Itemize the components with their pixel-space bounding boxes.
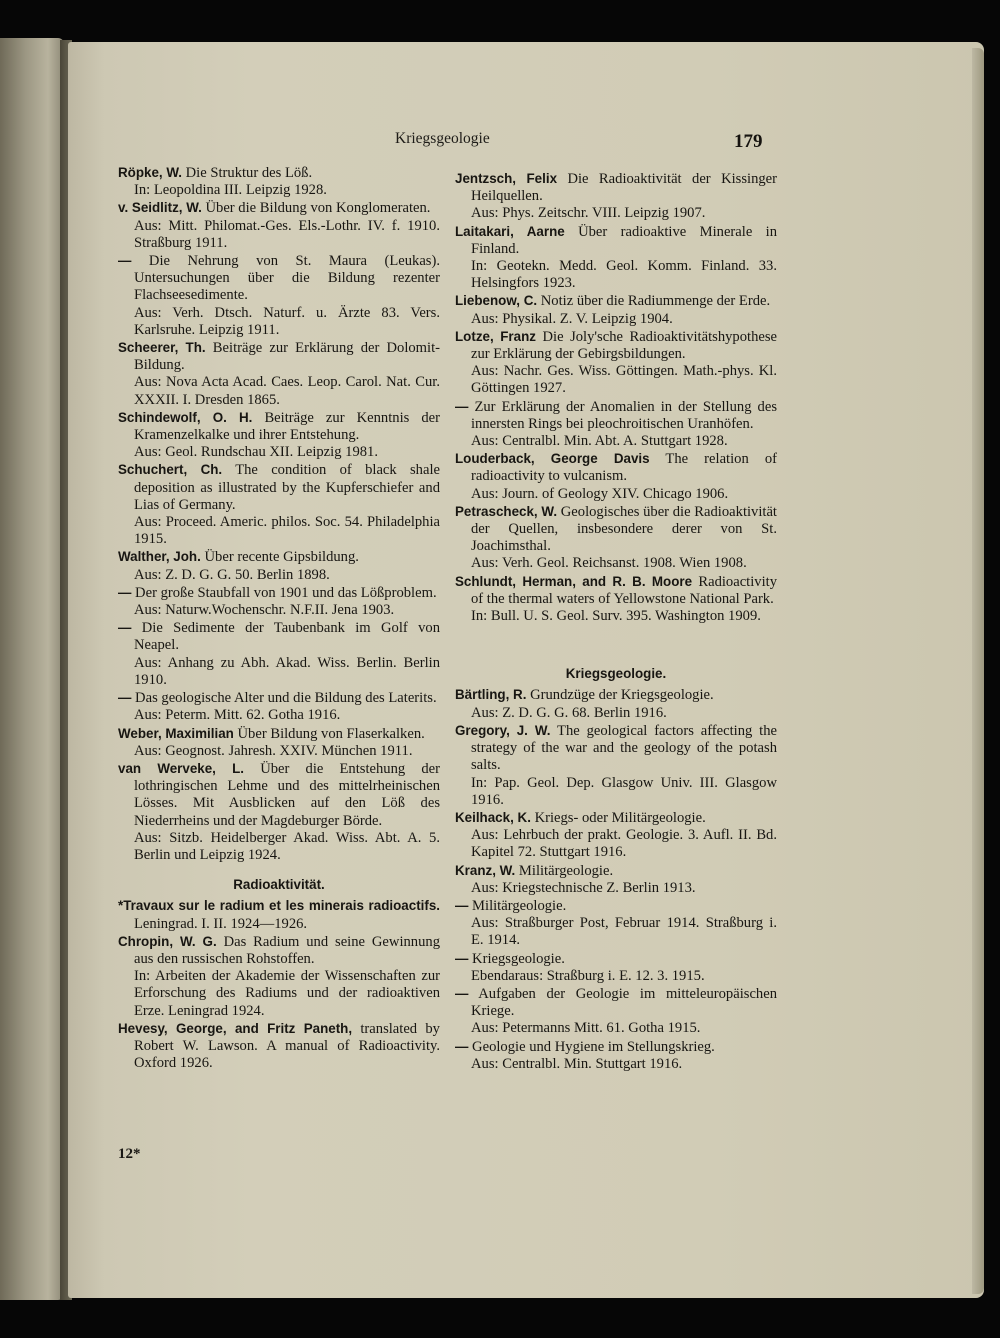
- entry-title: Die Struktur des Löß.: [185, 165, 313, 181]
- entry-publication: Aus: Nachr. Ges. Wiss. Göttingen. Math.-phys. Kl. Göttingen 1927.: [471, 363, 777, 397]
- entry-title: Die Radioaktivität der Kissinger Heilquellen.: [471, 171, 778, 205]
- entry-publication: In: Geotekn. Medd. Geol. Komm. Finland. 33. Helsingfors 1923.: [471, 258, 777, 292]
- entry-author: Scheerer, Th.: [118, 340, 206, 356]
- entry-citation: [455, 686, 777, 704]
- entry-publication: Aus: Petermanns Mitt. 61. Gotha 1915.: [471, 1020, 701, 1037]
- bibliography-entry: [118, 897, 440, 932]
- bibliography-entry: [118, 725, 440, 760]
- entry-author: Jentzsch, Felix: [455, 171, 558, 186]
- entry-author: —: [455, 398, 469, 414]
- bibliography-entry: [455, 722, 777, 809]
- entry-author: Kranz, W.: [455, 862, 516, 878]
- entry-title: Geologie und Hygiene im Stellungskrieg.: [472, 1038, 715, 1055]
- bibliography-entry: [118, 548, 440, 583]
- bibliography-entry: [118, 619, 440, 689]
- entry-author: Weber, Maximilian: [118, 725, 234, 741]
- entry-title: Über recente Gipsbildung.: [204, 549, 359, 566]
- bibliography-entry: [118, 339, 440, 409]
- entry-citation: [118, 933, 440, 968]
- entry-publication: Aus: Nova Acta Acad. Caes. Leop. Carol. Nat. Cur. XXXII. I. Dresden 1865.: [134, 374, 440, 408]
- entry-title: Die Sedimente der Taubenbank im Golf von Neapel.: [134, 620, 440, 654]
- entry-citation: [455, 897, 777, 915]
- entry-author: Röpke, W.: [118, 165, 182, 180]
- bibliography-entry: [455, 328, 777, 398]
- entry-publication: Aus: Physikal. Z. V. Leipzig 1904.: [471, 310, 673, 327]
- bibliography-entry: [455, 686, 777, 721]
- bibliography-entry: [455, 1038, 777, 1073]
- entry-title: Zur Erklärung der Anomalien in der Stellung des innersten Rings bei pleochroitischen Uranhöfen.: [471, 398, 777, 432]
- bibliography-entry: [455, 985, 777, 1038]
- entry-title: Aufgaben der Geologie im mitteleuropäischen Kriege.: [471, 985, 777, 1020]
- entry-title: Über radioaktive Minerale in Finland.: [471, 223, 778, 257]
- entry-author: Schlundt, Herman, and R. B. Moore: [455, 573, 693, 589]
- bibliography-entry: [118, 252, 440, 339]
- entry-citation: [455, 985, 777, 1020]
- entry-publication: Aus: Kriegstechnische Z. Berlin 1913.: [471, 879, 696, 896]
- entry-citation: [455, 398, 777, 433]
- entry-title: Das geologische Alter und die Bildung des Laterits.: [135, 690, 437, 707]
- bibliography-entry: [455, 398, 777, 451]
- entry-title: Leningrad. I. II. 1924—1926.: [134, 915, 308, 932]
- entry-title: Beiträge zur Kenntnis der Kramenzelkalke und ihrer Entstehung.: [134, 409, 440, 444]
- entry-publication: Aus: Phys. Zeitschr. VIII. Leipzig 1907.: [471, 205, 706, 222]
- entry-author: van Werveke, L.: [118, 760, 245, 776]
- entry-citation: [118, 619, 440, 654]
- entry-author: Gregory, J. W.: [455, 722, 551, 738]
- entry-citation: [455, 722, 777, 775]
- entry-citation: [118, 339, 440, 374]
- entry-citation: [118, 199, 440, 217]
- entry-citation: [118, 548, 440, 566]
- entry-author: —: [455, 950, 469, 966]
- entry-author: —: [118, 690, 132, 706]
- entry-citation: [455, 503, 777, 556]
- entry-citation: [455, 292, 777, 310]
- entry-publication: Aus: Centralbl. Min. Abt. A. Stuttgart 1928.: [471, 433, 728, 450]
- bibliography-entry: [118, 199, 440, 252]
- entry-title: Die Nehrung von St. Maura (Leukas). Untersuchungen über die Bildung rezenter Flachseesedimente.: [134, 253, 440, 304]
- entry-citation: [455, 170, 777, 205]
- entry-publication: In: Arbeiten der Akademie der Wissenschaften zur Erforschung des Radiums und der radioaktiven Erze. Leningrad 1924.: [134, 968, 440, 1019]
- entry-title: Notiz über die Radiummenge der Erde.: [540, 293, 771, 310]
- entry-publication: In: Bull. U. S. Geol. Surv. 395. Washington 1909.: [471, 608, 761, 625]
- entry-citation: [455, 450, 777, 485]
- left-page-edge: [0, 38, 64, 1300]
- entry-author: —: [455, 897, 469, 913]
- entry-citation: [118, 409, 440, 444]
- entry-publication: Aus: Centralbl. Min. Stuttgart 1916.: [471, 1055, 683, 1072]
- entry-author: Hevesy, George, and Fritz Paneth,: [118, 1020, 353, 1036]
- entry-author: *Travaux sur le radium et les minerais radioactifs.: [118, 898, 440, 914]
- bibliography-entry: [455, 292, 777, 327]
- bibliography-entry: [118, 933, 440, 1020]
- bibliography-entry: [455, 223, 777, 293]
- entry-publication: Aus: Sitzb. Heidelberger Akad. Wiss. Abt. A. 5. Berlin und Leipzig 1924.: [134, 829, 440, 863]
- entry-citation: [455, 223, 777, 258]
- entry-publication: Aus: Anhang zu Abh. Akad. Wiss. Berlin. Berlin 1910.: [134, 654, 440, 688]
- entry-citation: [118, 689, 440, 707]
- entry-author: Liebenow, C.: [455, 293, 538, 309]
- entry-title: Über die Entstehung der lothringischen Lehme und des mittelrheinischen Lösses. Mit Ausblicken auf den Löß des Niederrheins und der Magdeburger Börde.: [134, 760, 440, 829]
- entry-publication: Aus: Naturw.Wochenschr. N.F.II. Jena 1903.: [134, 602, 395, 619]
- entry-publication: Aus: Z. D. G. G. 68. Berlin 1916.: [471, 704, 667, 721]
- entry-author: Petrascheck, W.: [455, 503, 558, 519]
- bibliography-entry: [455, 573, 777, 626]
- entry-author: Louderback, George Davis: [455, 451, 650, 467]
- entry-citation: [455, 950, 777, 968]
- entry-citation: [118, 252, 440, 305]
- entry-title: translated by Robert W. Lawson. A manual of Radioactivity. Oxford 1926.: [134, 1020, 440, 1072]
- entry-title: The geological factors affecting the strategy of the war and the geology of the potash salts.: [471, 722, 777, 774]
- entry-title: Grundzüge der Kriegsgeologie.: [530, 687, 714, 704]
- entry-author: —: [455, 1038, 469, 1054]
- running-head: Kriegsgeologie: [395, 130, 490, 147]
- entry-author: Schindewolf, O. H.: [118, 409, 253, 425]
- entry-title: The relation of radioactivity to vulcanism.: [471, 451, 778, 485]
- entry-citation: [118, 584, 440, 602]
- page-fore-edge: [972, 48, 984, 1294]
- entry-title: The condition of black shale deposition as illustrated by the Kupferschiefer and Lias of Germany.: [134, 462, 440, 513]
- entry-author: Laitakari, Aarne: [455, 223, 565, 239]
- entry-publication: Aus: Verh. Dtsch. Naturf. u. Ärzte 83. Vers. Karlsruhe. Leipzig 1911.: [134, 304, 440, 338]
- bibliography-entry: [118, 689, 440, 724]
- entry-title: Militärgeologie.: [518, 862, 614, 879]
- entry-author: Schuchert, Ch.: [118, 462, 223, 478]
- entry-publication: Aus: Verh. Geol. Reichsanst. 1908. Wien 1908.: [471, 555, 747, 572]
- entry-citation: [118, 461, 440, 514]
- entry-publication: Ebendaraus: Straßburg i. E. 12. 3. 1915.: [471, 967, 705, 984]
- entry-title: Militärgeologie.: [472, 897, 567, 914]
- entry-title: Über die Bildung von Konglomeraten.: [205, 200, 431, 217]
- entry-title: Der große Staubfall von 1901 und das Lößproblem.: [135, 584, 437, 601]
- entry-author: Walther, Joh.: [118, 549, 201, 565]
- entry-publication: Aus: Geol. Rundschau XII. Leipzig 1981.: [134, 444, 378, 461]
- bibliography-entry: [118, 1020, 440, 1073]
- bibliography-entry: [118, 164, 440, 199]
- page-number: 179: [734, 131, 763, 152]
- entry-publication: In: Pap. Geol. Dep. Glasgow Univ. III. Glasgow 1916.: [471, 774, 777, 808]
- entry-author: v. Seidlitz, W.: [118, 200, 202, 216]
- entry-citation: [455, 809, 777, 827]
- bibliography-entry: [118, 760, 440, 864]
- entry-author: Lotze, Franz: [455, 328, 536, 344]
- entry-title: Das Radium und seine Gewinnung aus den russischen Rohstoffen.: [134, 933, 440, 967]
- bibliography-entry: [118, 461, 440, 548]
- entry-author: Keilhack, K.: [455, 809, 531, 825]
- entry-citation: [455, 328, 777, 363]
- entry-title: Kriegs- oder Militärgeologie.: [534, 809, 706, 826]
- entry-publication: Aus: Peterm. Mitt. 62. Gotha 1916.: [134, 707, 341, 724]
- entry-publication: Aus: Z. D. G. G. 50. Berlin 1898.: [134, 566, 330, 583]
- entry-title: Beiträge zur Erklärung der Dolomit-Bildung.: [134, 340, 441, 374]
- entry-citation: [455, 573, 777, 608]
- left-column: [118, 164, 440, 1072]
- entry-publication: Aus: Geognost. Jahresh. XXIV. München 1911.: [134, 742, 413, 759]
- entry-title: Die Joly'sche Radioaktivitätshypothese zur Erklärung der Gebirgsbildungen.: [471, 328, 778, 363]
- entry-citation: [455, 1038, 777, 1056]
- bibliography-entry: [455, 450, 777, 503]
- entry-title: Über Bildung von Flaserkalken.: [237, 725, 425, 742]
- entry-author: —: [455, 985, 469, 1001]
- entry-citation: [118, 760, 440, 830]
- entry-publication: Aus: Lehrbuch der prakt. Geologie. 3. Aufl. II. Bd. Kapitel 72. Stuttgart 1916.: [471, 827, 777, 861]
- bibliography-entry: [455, 950, 777, 985]
- entry-citation: [118, 164, 440, 182]
- entry-author: —: [118, 620, 132, 636]
- bibliography-entry: [455, 862, 777, 897]
- bibliography-entry: [455, 170, 777, 223]
- entry-publication: Aus: Proceed. Americ. philos. Soc. 54. Philadelphia 1915.: [134, 514, 440, 548]
- section-heading: Radioaktivität.: [233, 877, 325, 893]
- signature-mark: 12*: [118, 1146, 141, 1162]
- entry-title: Kriegsgeologie.: [472, 950, 565, 967]
- bibliography-entry: [118, 409, 440, 462]
- entry-publication: Aus: Journ. of Geology XIV. Chicago 1906.: [471, 485, 729, 502]
- entry-title: Geologisches über die Radioaktivität der Quellen, insbesondere derer von St. Joachimsthal.: [471, 503, 777, 555]
- bibliography-entry: [455, 809, 777, 862]
- entry-publication: Aus: Mitt. Philomat.-Ges. Els.-Lothr. IV. f. 1910. Straßburg 1911.: [134, 217, 440, 251]
- entry-author: —: [118, 253, 132, 269]
- bibliography-entry: [455, 503, 777, 573]
- entry-author: —: [118, 584, 132, 600]
- entry-publication: In: Leopoldina III. Leipzig 1928.: [134, 182, 327, 199]
- entry-citation: [118, 725, 440, 743]
- entry-publication: Aus: Straßburger Post, Februar 1914. Straßburg i. E. 1914.: [471, 915, 777, 949]
- page-header: [0, 130, 1000, 160]
- entry-title: Radioactivity of the thermal waters of Yellowstone National Park.: [471, 573, 777, 607]
- section-heading: Kriegsgeologie.: [565, 666, 667, 682]
- entry-citation: [455, 862, 777, 880]
- bibliography-entry: [118, 584, 440, 619]
- entry-citation: [118, 897, 440, 932]
- bibliography-entry: [455, 897, 777, 950]
- entry-author: Bärtling, R.: [455, 687, 527, 703]
- entry-citation: [118, 1020, 440, 1073]
- right-column: [455, 170, 777, 1073]
- entry-author: Chropin, W. G.: [118, 933, 217, 949]
